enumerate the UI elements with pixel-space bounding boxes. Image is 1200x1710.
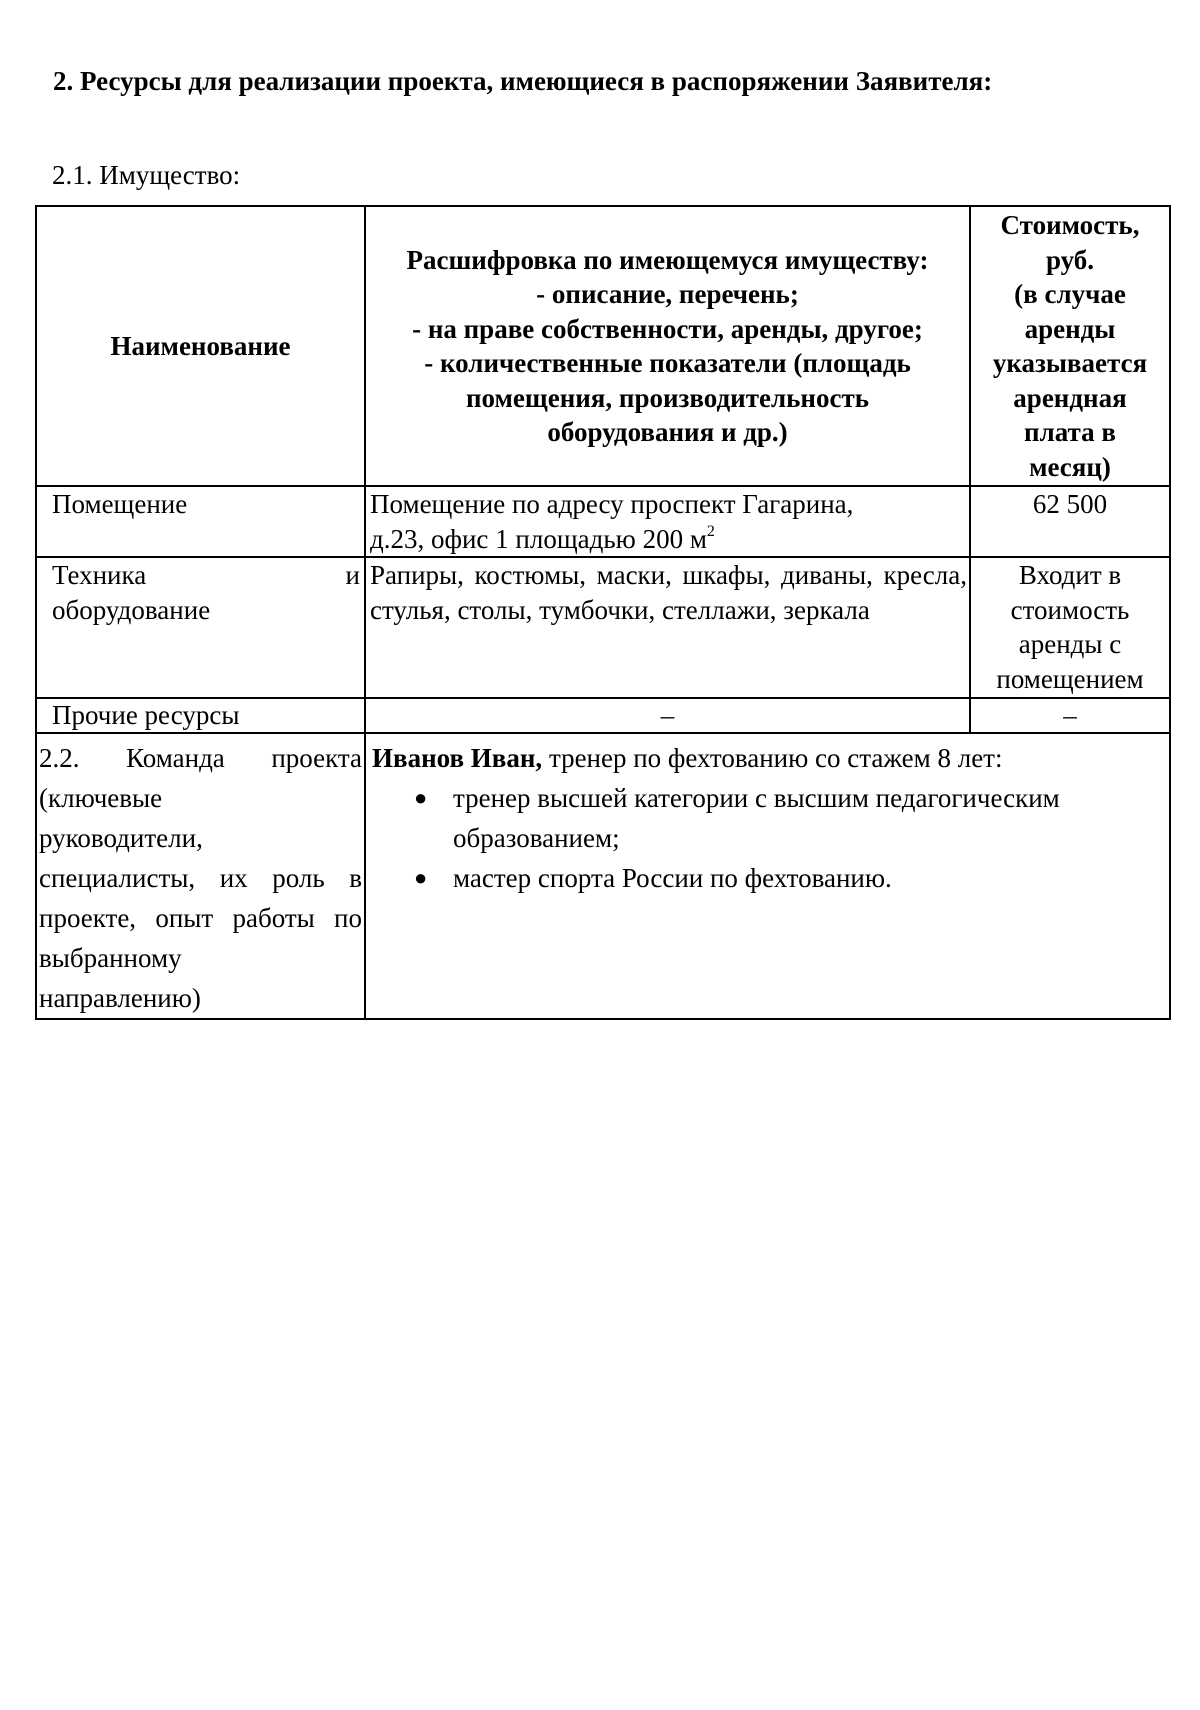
- team-label-line: специалисты, их роль в: [39, 863, 362, 893]
- row-description-line: Помещение по адресу проспект Гагарина,: [370, 489, 854, 519]
- team-label-cell: [36, 733, 365, 1019]
- team-member-intro: тренер по фехтованию со стажем 8 лет:: [542, 743, 1003, 773]
- row-cost-cell: [970, 486, 1170, 557]
- header-cost-line: месяц): [1029, 451, 1111, 482]
- row-cost-line: стоимость: [1010, 594, 1130, 625]
- row-description: Рапиры, костюмы, маски, шкафы, диваны, кресла, стулья, столы, тумбочки, стеллажи, зеркала: [370, 560, 967, 625]
- row-name-cell: [36, 486, 365, 557]
- header-cost-line: (в случае: [1014, 279, 1126, 309]
- bullet-icon: ●: [414, 865, 428, 890]
- team-member-line: [372, 738, 1165, 778]
- table-row: [36, 557, 1170, 698]
- team-content-cell: [365, 733, 1170, 1019]
- header-description-line: - количественные показатели (площадь: [424, 348, 911, 378]
- team-label-line: направлению): [39, 983, 201, 1013]
- team-label-line: выбранному: [39, 943, 182, 973]
- row-cost-line: помещением: [996, 663, 1144, 694]
- header-description-line: - на праве собственности, аренды, другое;: [412, 313, 923, 344]
- row-description-cell: [365, 557, 970, 698]
- table-row: [36, 486, 1170, 557]
- resources-table: [35, 205, 1171, 1020]
- row-name-line: оборудование: [52, 594, 211, 625]
- header-cost-cell: [970, 206, 1170, 486]
- row-cost-line: аренды с: [1018, 629, 1122, 659]
- row-name-cell: [36, 698, 365, 733]
- team-member-name: Иванов Иван,: [372, 743, 543, 773]
- team-label-line: (ключевые: [39, 783, 163, 813]
- row-name-cell: [36, 557, 365, 698]
- row-name: Прочие ресурсы: [52, 700, 240, 730]
- header-description-line: Расшифровка по имеющемуся имуществу:: [406, 244, 929, 275]
- team-row: [36, 733, 1170, 1019]
- header-cost-line: плата в: [1024, 417, 1116, 447]
- row-description-cell: [365, 698, 970, 733]
- header-cost-line: арендная: [1013, 382, 1127, 413]
- section-heading: 2. Ресурсы для реализации проекта, имеющиеся в распоряжении Заявителя:: [53, 66, 993, 96]
- bullet-icon: ●: [414, 785, 428, 810]
- subsection-heading-property: 2.1. Имущество:: [52, 160, 241, 190]
- header-name-cell: [36, 206, 365, 486]
- team-label-line: проекте, опыт работы по: [39, 903, 362, 933]
- list-item: [372, 858, 1165, 898]
- header-description-line: оборудования и др.): [547, 417, 788, 447]
- row-cost: 62 500: [1032, 489, 1108, 519]
- team-label-line: 2.2. Команда проекта: [39, 743, 362, 773]
- row-name-line: Техника и: [52, 560, 360, 590]
- list-item-text: тренер высшей категории с высшим педагогическим образованием;: [453, 783, 1060, 853]
- row-cost-cell: [970, 557, 1170, 698]
- header-cost-line: руб.: [1045, 244, 1095, 275]
- header-cost-line: указывается: [992, 348, 1148, 378]
- header-name: Наименование: [110, 330, 291, 361]
- header-description-line: помещения, производительность: [466, 382, 869, 413]
- header-description-line: - описание, перечень;: [536, 279, 799, 309]
- row-description: –: [660, 700, 675, 730]
- row-description-cell: [365, 486, 970, 557]
- list-item-text: мастер спорта России по фехтованию.: [453, 863, 892, 893]
- list-item: [372, 778, 1165, 858]
- row-name: Помещение: [52, 489, 188, 519]
- row-description-line: д.23, офис 1 площадью 200 м: [370, 523, 707, 554]
- header-cost-line: Стоимость,: [1000, 210, 1140, 240]
- row-cost-cell: [970, 698, 1170, 733]
- team-label-line: руководители,: [39, 823, 203, 853]
- header-description-cell: [365, 206, 970, 486]
- row-cost: –: [1063, 700, 1077, 730]
- superscript-unit: 2: [706, 522, 715, 540]
- table-row: [36, 698, 1170, 733]
- team-member-qualifications: [372, 778, 1165, 898]
- header-cost-line: аренды: [1024, 313, 1116, 344]
- row-cost-line: Входит в: [1018, 560, 1122, 590]
- table-header-row: [36, 206, 1170, 486]
